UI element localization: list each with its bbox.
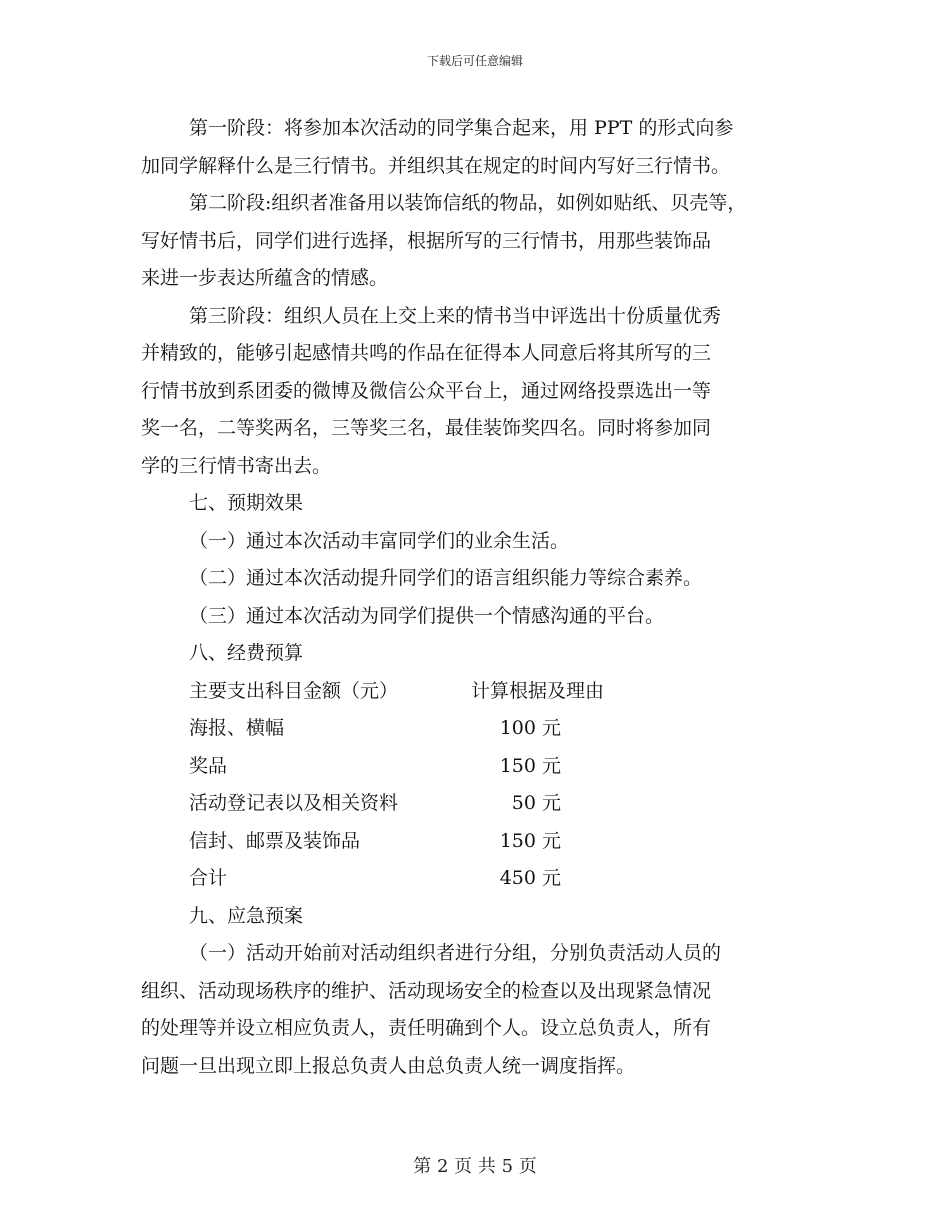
section-title-budget: 八、经费预算 bbox=[189, 642, 304, 664]
budget-amount: 150 元 bbox=[499, 829, 561, 852]
budget-amount: 100 元 bbox=[499, 717, 561, 739]
text-line: 第一阶段：将参加本次活动的同学集合起来，用 PPT 的形式向参 bbox=[189, 117, 734, 139]
text-line: 并精致的，能够引起感情共鸣的作品在征得本人同意后将其所写的三 bbox=[141, 342, 712, 364]
budget-total-row bbox=[141, 860, 831, 898]
budget-row bbox=[141, 785, 831, 823]
list-item: （一）通过本次活动丰富同学们的业余生活。 bbox=[189, 529, 570, 552]
budget-col-header-reason: 计算根据及理由 bbox=[471, 679, 605, 702]
budget-amount: 50 元 bbox=[511, 792, 561, 814]
text-line: 第二阶段:组织者准备用以装饰信纸的物品，如例如贴纸、贝壳等， bbox=[189, 192, 747, 214]
list-item: （二）通过本次活动提升同学们的语言组织能力等综合素养。 bbox=[189, 567, 703, 589]
budget-item: 海报、横幅 bbox=[189, 717, 285, 739]
list-item: （三）通过本次活动为同学们提供一个情感沟通的平台。 bbox=[189, 604, 665, 627]
text-line: 问题一旦出现立即上报总负责人由总负责人统一调度指挥。 bbox=[141, 1054, 636, 1077]
budget-amount: 150 元 bbox=[499, 754, 561, 777]
text-line: 的处理等并设立相应负责人，责任明确到个人。设立总负责人，所有 bbox=[141, 1017, 712, 1039]
text-line: 组织、活动现场秩序的维护、活动现场安全的检查以及出现紧急情况 bbox=[141, 979, 712, 1002]
page-header: 下载后可任意编辑 bbox=[426, 54, 523, 68]
paragraph-stage3 bbox=[141, 298, 831, 486]
paragraph-stage2 bbox=[141, 185, 831, 298]
budget-row bbox=[141, 710, 831, 748]
budget-row bbox=[141, 823, 831, 861]
text-line: 行情书放到系团委的微博及微信公众平台上，通过网络投票选出一等 bbox=[141, 379, 712, 402]
budget-col-header-item: 主要支出科目金额（元） bbox=[189, 679, 399, 702]
budget-item: 奖品 bbox=[189, 754, 228, 777]
text-line: 学的三行情书寄出去。 bbox=[141, 454, 332, 477]
page-number-footer: 第 2 页 共 5 页 bbox=[413, 1156, 537, 1177]
text-line: 来进一步表达所蕴含的情感。 bbox=[141, 267, 389, 289]
budget-item: 信封、邮票及装饰品 bbox=[189, 829, 361, 852]
budget-item: 活动登记表以及相关资料 bbox=[189, 792, 399, 814]
paragraph-emergency bbox=[141, 935, 831, 1085]
section-title-expected-effects: 七、预期效果 bbox=[189, 492, 304, 514]
budget-amount: 450 元 bbox=[499, 867, 561, 889]
budget-header-row bbox=[141, 673, 831, 711]
budget-item: 合计 bbox=[189, 867, 228, 889]
text-line: 加同学解释什么是三行情书。并组织其在规定的时间内写好三行情书。 bbox=[141, 154, 731, 177]
text-line: 第三阶段：组织人员在上交上来的情书当中评选出十份质量优秀 bbox=[189, 304, 722, 327]
text-line: （一）活动开始前对活动组织者进行分组，分别负责活动人员的 bbox=[189, 942, 722, 964]
text-line: 写好情书后，同学们进行选择，根据所写的三行情书，用那些装饰品 bbox=[141, 229, 712, 252]
text-line: 奖一名，二等奖两名，三等奖三名，最佳装饰奖四名。同时将参加同 bbox=[141, 417, 712, 439]
document-body bbox=[141, 110, 831, 1085]
paragraph-stage1 bbox=[141, 110, 831, 185]
budget-row bbox=[141, 748, 831, 786]
section-title-emergency-plan: 九、应急预案 bbox=[189, 904, 304, 927]
